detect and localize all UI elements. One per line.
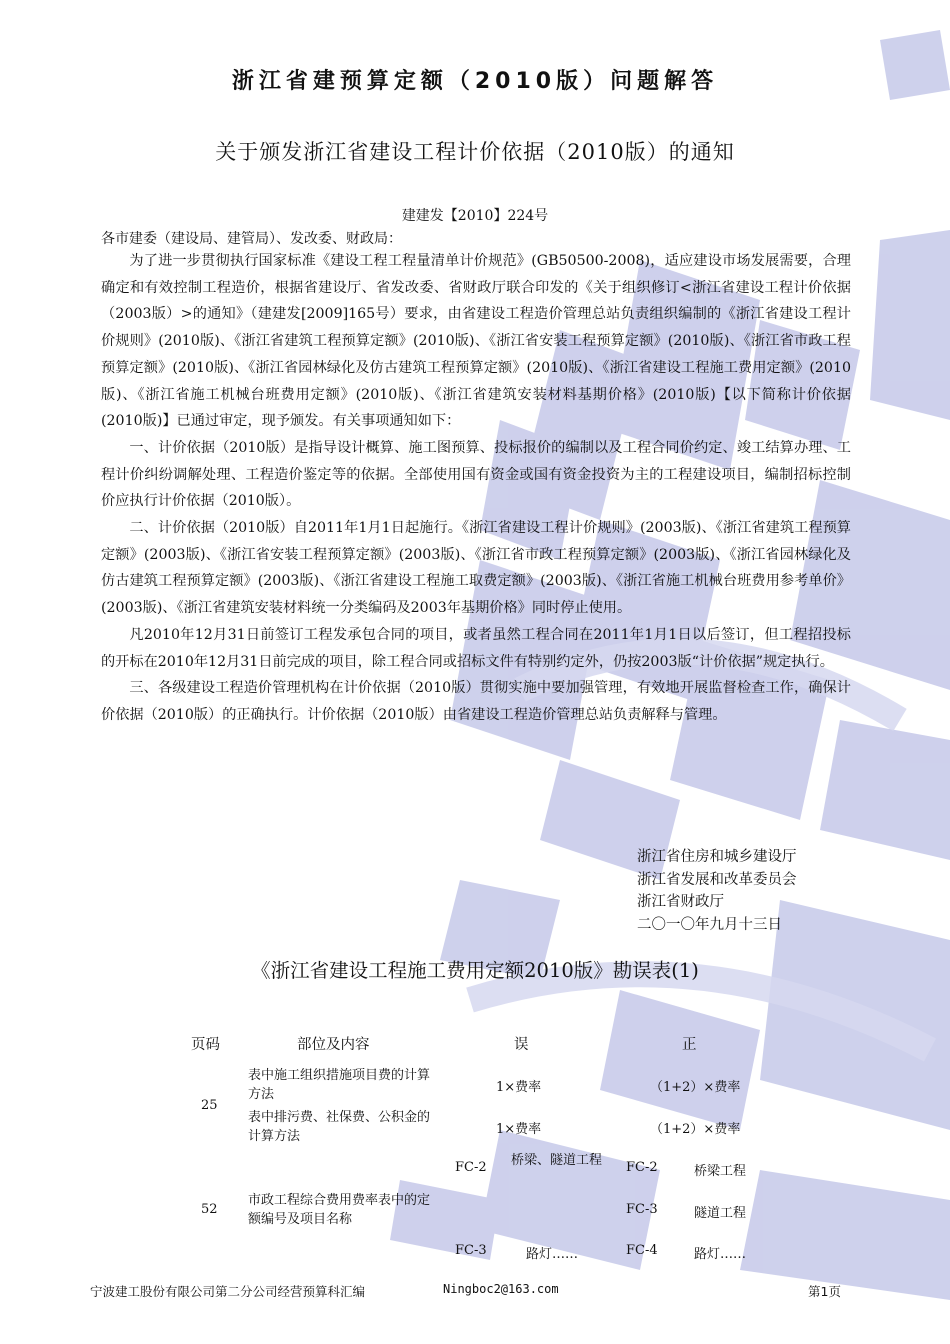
footer-page-number: 第1页: [808, 1284, 841, 1299]
footer-compiler: 宁波建工股份有限公司第二分公司经营预算科汇编: [90, 1284, 366, 1299]
paragraph-item-3: 三、各级建设工程造价管理机构在计价依据（2010版）贯彻实施中要加强管理，有效地开展监督检查工作，确保计价依据（2010版）的正确执行。计价依据（2010版）由省建设工程造价管理总站负责解释与管理。: [101, 680, 851, 723]
paragraph-item-1: 一、计价依据（2010版）是指导设计概算、施工图预算、投标报价的编制以及工程合同价约定、竣工结算办理、工程计价纠纷调解处理、工程造价鉴定等的依据。全部使用国有资金或国有资金投资为主的工程建设项目，编制招标控制价应执行计价依据（2010版）。: [101, 439, 851, 510]
errata-row3-wrong-name: 桥梁、隧道工程: [511, 1153, 603, 1168]
header-right: 正: [682, 1037, 697, 1053]
errata-row5-right-name: 路灯……: [694, 1247, 747, 1262]
header-wrong: 误: [514, 1037, 529, 1053]
signatory-housing-dept: 浙江省住房和城乡建设厅: [637, 849, 797, 865]
errata-row3-wrong-code: FC-2: [455, 1160, 487, 1175]
header-content: 部位及内容: [297, 1037, 370, 1053]
notice-title: 关于颁发浙江省建设工程计价依据（2010版）的通知: [215, 140, 735, 164]
page-title: 浙江省建预算定额（2010版）问题解答: [231, 69, 719, 94]
document-number: 建建发【2010】224号: [401, 208, 549, 224]
errata-row4-right-code: FC-3: [626, 1202, 658, 1217]
errata-row1-wrong: 1×费率: [496, 1080, 542, 1095]
errata-row5-wrong-code: FC-3: [455, 1243, 487, 1258]
errata-row3-right-code: FC-2: [626, 1160, 658, 1175]
errata-row2-right: （1+2）×费率: [650, 1122, 741, 1137]
notice-body: [101, 248, 851, 729]
errata-title: 《浙江省建设工程施工费用定额2010版》勘误表(1): [251, 959, 699, 982]
signatory-development-commission: 浙江省发展和改革委员会: [637, 871, 797, 888]
errata-row4-right-name: 隧道工程: [694, 1206, 747, 1221]
errata-row2-content: 表中排污费、社保费、公积金的计算方法: [248, 1110, 431, 1144]
footer-email: Ningboc2@163.com: [443, 1282, 559, 1296]
errata-row2-wrong: 1×费率: [496, 1122, 542, 1137]
errata-row3-right-name: 桥梁工程: [694, 1164, 747, 1179]
errata-row5-wrong-name: 路灯……: [526, 1247, 579, 1262]
paragraph-transition: 凡2010年12月31日前签订工程发承包合同的项目，或者虽然工程合同在2011年1月1日以后签订，但工程招投标的开标在2010年12月31日前完成的项目，除工程合同或招标文件有特别约定外，仍按2003版“计价依据”规定执行。: [101, 626, 851, 670]
paragraph-item-2: 二、计价依据（2010版）自2011年1月1日起施行。《浙江省建设工程计价规则》(2003版)、《浙江省建筑工程预算定额》(2003版)、《浙江省安装工程预算定额》(2003版)、《浙江省市政工程预算定额》(2003版)、《浙江省园林绿化及仿古建筑工程预算定额》(2003版)、《浙江省建设工程施工取费定额》(2003版)、《浙江省施工机械台班费用参考单价》(2003版)、《浙江省建筑安装材料统一分类编码及2003年基期价格》同时停止使用。: [101, 520, 851, 617]
signatory-finance-dept: 浙江省财政厅: [637, 894, 724, 910]
signature-block: [637, 846, 797, 936]
errata-row1-content: 表中施工组织措施项目费的计算方法: [248, 1068, 431, 1102]
errata-row1-right: （1+2）×费率: [650, 1080, 741, 1095]
paragraph-intro: 为了进一步贯彻执行国家标准《建设工程工程量清单计价规范》(GB50500-2008)，适应建设市场发展需要，合理确定和有效控制工程造价，根据省建设厅、省发改委、省财政厅联合印发的《关于组织修订<浙江省建设工程计价依据（2003版）>的通知》（建建发[2009]165号）要求，由省建设工程造价管理总站负责组织编制的《浙江省建设工程计价规则》(2010版)、《浙江省建筑工程预算定额》(2010版)、《浙江省安装工程预算定额》(2010版)、《浙江省市政工程预算定额》(2010版)、《浙江省园林绿化及仿古建筑工程预算定额》(2010版)、《浙江省建设工程施工费用定额》(2010版)、《浙江省施工机械台班费用定额》(2010版)、《浙江省建筑安装材料基期价格》(2010版)【以下简称计价依据(2010版)】已通过审定，现予颁发。有关事项通知如下：: [101, 253, 851, 430]
header-page: 页码: [191, 1037, 220, 1053]
addressee-line: 各市建委（建设局、建管局）、发改委、财政局：: [101, 231, 402, 247]
errata-page-25: 25: [201, 1098, 218, 1113]
errata-row3-content: 市政工程综合费用费率表中的定额编号及项目名称: [248, 1193, 431, 1227]
signature-date: 二〇一〇年九月十三日: [637, 916, 782, 933]
errata-row5-right-code: FC-4: [626, 1243, 658, 1258]
errata-page-52: 52: [201, 1202, 218, 1217]
page-footer: [0, 1282, 950, 1302]
errata-table: [0, 1025, 950, 1265]
